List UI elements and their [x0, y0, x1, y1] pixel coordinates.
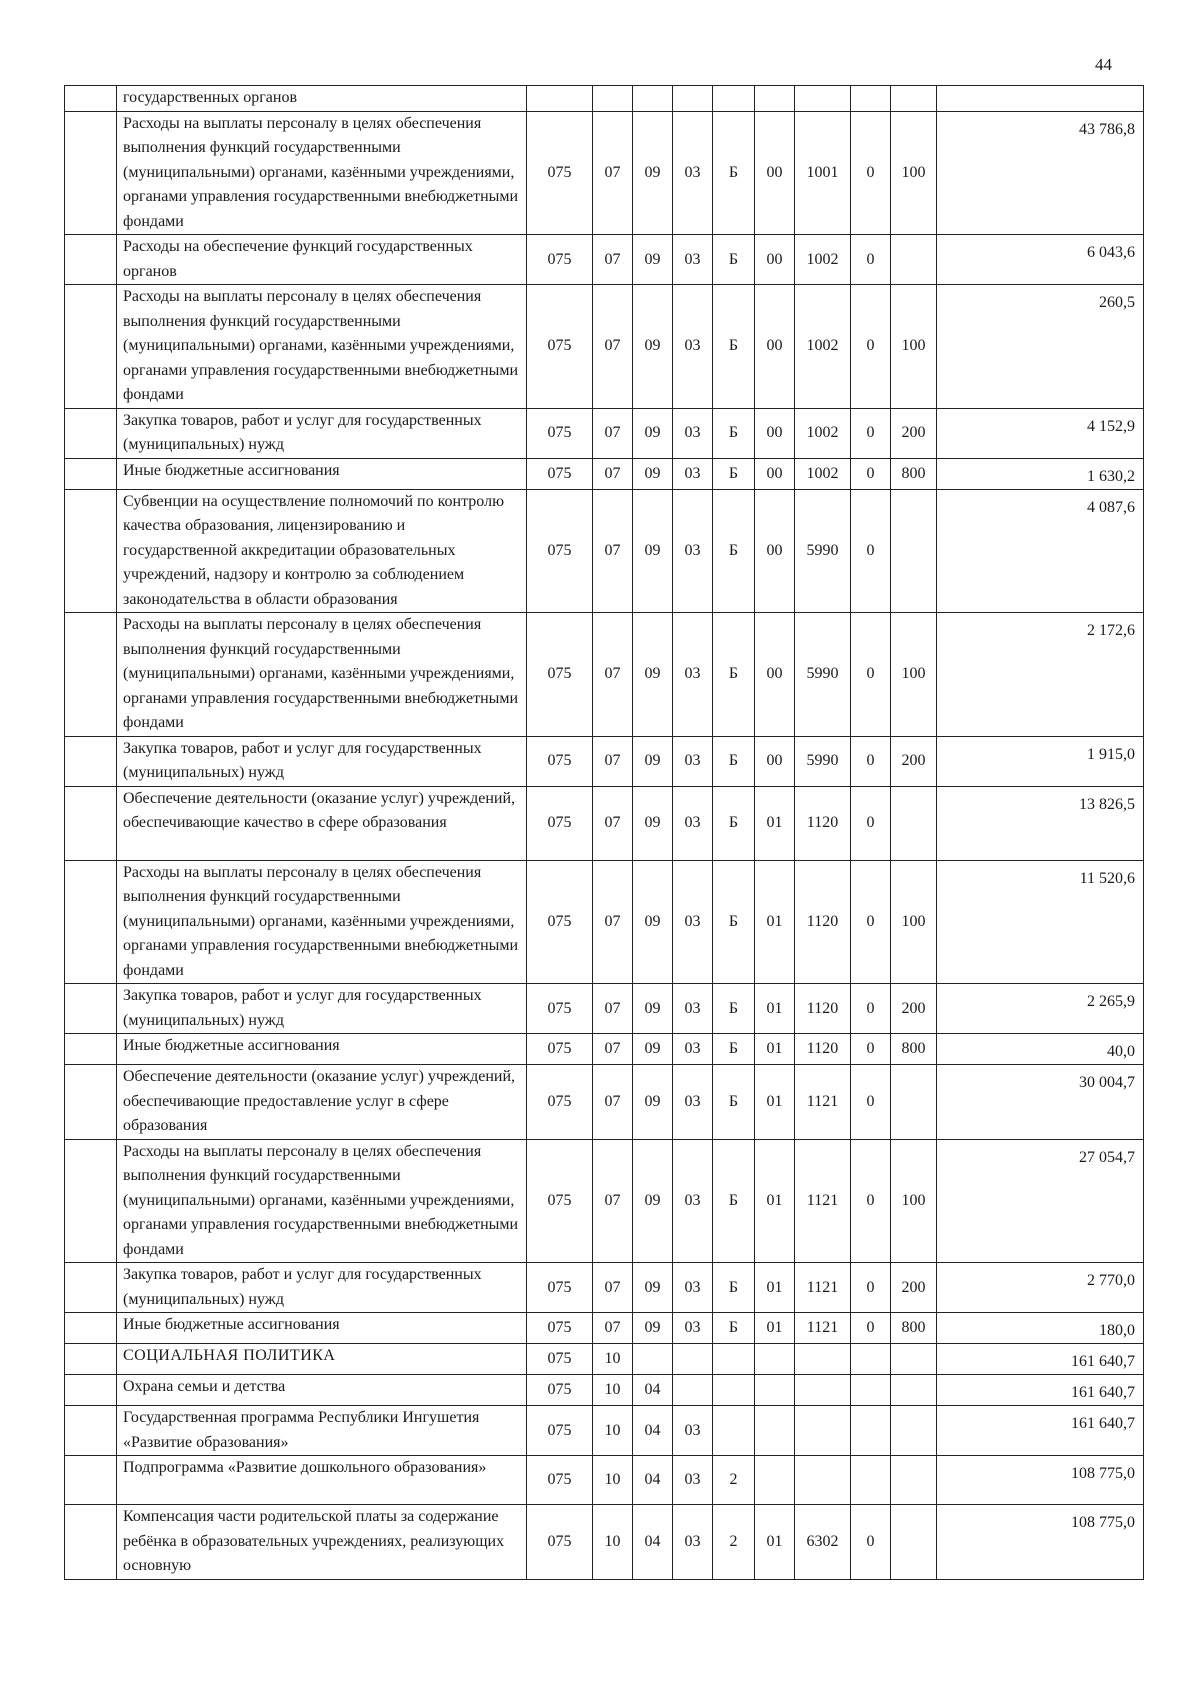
code-program-cell: 03	[673, 1139, 713, 1263]
amount-cell: 180,0	[937, 1313, 1144, 1344]
row-description: Иные бюджетные ассигнования	[117, 1313, 527, 1344]
amount-cell: 11 520,6	[937, 860, 1144, 984]
code-expense-type-cell	[891, 1375, 937, 1406]
code-direction-cell: 1121	[795, 1263, 851, 1313]
code-extra-cell: 0	[851, 786, 891, 860]
code-extra-cell	[851, 86, 891, 112]
code-admin-cell: 075	[527, 984, 593, 1034]
code-subprogram-cell: 2	[713, 1456, 755, 1505]
code-event-cell: 01	[755, 984, 795, 1034]
amount-cell: 4 152,9	[937, 408, 1144, 458]
code-admin-cell: 075	[527, 1375, 593, 1406]
code-subsection-cell: 09	[633, 613, 673, 737]
code-event-cell: 00	[755, 408, 795, 458]
table-row	[65, 1375, 1144, 1406]
table-row	[65, 86, 1144, 112]
amount-cell: 1 915,0	[937, 736, 1144, 786]
code-event-cell: 01	[755, 1505, 795, 1580]
table-body	[65, 86, 1144, 1580]
code-extra-cell: 0	[851, 235, 891, 285]
code-admin-cell: 075	[527, 736, 593, 786]
code-event-cell	[755, 1456, 795, 1505]
row-number-cell	[65, 1344, 117, 1375]
row-description: Иные бюджетные ассигнования	[117, 1034, 527, 1065]
row-number-cell	[65, 1375, 117, 1406]
code-section-cell: 07	[593, 984, 633, 1034]
code-event-cell: 01	[755, 860, 795, 984]
row-description: Расходы на обеспечение функций государственных органов	[117, 235, 527, 285]
code-program-cell: 03	[673, 1505, 713, 1580]
code-direction-cell: 1121	[795, 1139, 851, 1263]
code-admin-cell: 075	[527, 1313, 593, 1344]
code-section-cell: 07	[593, 285, 633, 409]
code-admin-cell: 075	[527, 1263, 593, 1313]
amount-cell: 2 172,6	[937, 613, 1144, 737]
row-description: государственных органов	[117, 86, 527, 112]
code-event-cell: 01	[755, 1139, 795, 1263]
code-program-cell: 03	[673, 1456, 713, 1505]
code-admin-cell: 075	[527, 1406, 593, 1456]
code-subsection-cell: 04	[633, 1406, 673, 1456]
row-description: Расходы на выплаты персоналу в целях обеспечения выполнения функций государственными (муниципальными) органами, казёнными учреждениями, органами управления государственными внебюджетными фондами	[117, 1139, 527, 1263]
table-row	[65, 1139, 1144, 1263]
amount-cell: 260,5	[937, 285, 1144, 409]
code-section-cell: 07	[593, 786, 633, 860]
row-number-cell	[65, 613, 117, 737]
code-expense-type-cell: 200	[891, 736, 937, 786]
code-extra-cell: 0	[851, 285, 891, 409]
table-row	[65, 458, 1144, 489]
row-number-cell	[65, 1505, 117, 1580]
code-expense-type-cell: 800	[891, 1313, 937, 1344]
row-number-cell	[65, 111, 117, 235]
code-subprogram-cell: Б	[713, 1139, 755, 1263]
code-event-cell: 01	[755, 1263, 795, 1313]
row-number-cell	[65, 285, 117, 409]
row-number-cell	[65, 235, 117, 285]
code-program-cell: 03	[673, 736, 713, 786]
code-expense-type-cell	[891, 489, 937, 613]
code-expense-type-cell: 200	[891, 984, 937, 1034]
row-number-cell	[65, 860, 117, 984]
row-number-cell	[65, 984, 117, 1034]
code-section-cell: 07	[593, 1139, 633, 1263]
row-number-cell	[65, 786, 117, 860]
code-direction-cell: 5990	[795, 736, 851, 786]
code-section-cell: 07	[593, 1313, 633, 1344]
code-subprogram-cell: Б	[713, 736, 755, 786]
code-section-cell: 10	[593, 1505, 633, 1580]
code-extra-cell	[851, 1456, 891, 1505]
code-section-cell: 10	[593, 1456, 633, 1505]
table-row	[65, 235, 1144, 285]
row-description: Расходы на выплаты персоналу в целях обеспечения выполнения функций государственными (муниципальными) органами, казёнными учреждениями, органами управления государственными внебюджетными фондами	[117, 111, 527, 235]
code-section-cell: 07	[593, 736, 633, 786]
code-subsection-cell: 09	[633, 111, 673, 235]
table-row	[65, 1065, 1144, 1140]
code-section-cell: 07	[593, 613, 633, 737]
table-row	[65, 285, 1144, 409]
code-subprogram-cell: Б	[713, 408, 755, 458]
table-row	[65, 1406, 1144, 1456]
row-number-cell	[65, 458, 117, 489]
code-subprogram-cell: Б	[713, 1034, 755, 1065]
code-expense-type-cell	[891, 235, 937, 285]
code-expense-type-cell: 100	[891, 860, 937, 984]
amount-cell: 161 640,7	[937, 1344, 1144, 1375]
amount-cell: 40,0	[937, 1034, 1144, 1065]
row-description: Иные бюджетные ассигнования	[117, 458, 527, 489]
code-admin-cell: 075	[527, 1505, 593, 1580]
code-admin-cell: 075	[527, 458, 593, 489]
code-subsection-cell: 09	[633, 1263, 673, 1313]
code-program-cell	[673, 1344, 713, 1375]
code-expense-type-cell: 100	[891, 613, 937, 737]
code-extra-cell: 0	[851, 860, 891, 984]
code-expense-type-cell	[891, 1505, 937, 1580]
table-row	[65, 489, 1144, 613]
table-row	[65, 786, 1144, 860]
code-subprogram-cell: Б	[713, 786, 755, 860]
code-program-cell: 03	[673, 458, 713, 489]
code-event-cell	[755, 1375, 795, 1406]
code-subprogram-cell	[713, 1375, 755, 1406]
amount-cell: 2 770,0	[937, 1263, 1144, 1313]
code-direction-cell: 1002	[795, 235, 851, 285]
code-event-cell: 00	[755, 613, 795, 737]
code-expense-type-cell: 100	[891, 111, 937, 235]
row-description: Расходы на выплаты персоналу в целях обеспечения выполнения функций государственными (муниципальными) органами, казёнными учреждениями, органами управления государственными внебюджетными фондами	[117, 860, 527, 984]
code-subsection-cell: 09	[633, 1034, 673, 1065]
code-expense-type-cell: 100	[891, 285, 937, 409]
code-event-cell: 01	[755, 1034, 795, 1065]
code-subsection-cell: 09	[633, 235, 673, 285]
code-subsection-cell: 04	[633, 1505, 673, 1580]
code-expense-type-cell: 200	[891, 1263, 937, 1313]
code-direction-cell: 1121	[795, 1065, 851, 1140]
code-subsection-cell	[633, 86, 673, 112]
code-extra-cell	[851, 1406, 891, 1456]
code-section-cell: 07	[593, 1065, 633, 1140]
code-event-cell: 01	[755, 786, 795, 860]
code-section-cell: 07	[593, 111, 633, 235]
code-program-cell: 03	[673, 613, 713, 737]
code-section-cell: 07	[593, 235, 633, 285]
code-program-cell	[673, 1375, 713, 1406]
code-direction-cell	[795, 86, 851, 112]
code-direction-cell	[795, 1456, 851, 1505]
amount-cell: 27 054,7	[937, 1139, 1144, 1263]
code-extra-cell: 0	[851, 1313, 891, 1344]
code-subprogram-cell	[713, 1344, 755, 1375]
row-number-cell	[65, 1034, 117, 1065]
code-admin-cell: 075	[527, 860, 593, 984]
code-direction-cell: 1001	[795, 111, 851, 235]
amount-cell: 43 786,8	[937, 111, 1144, 235]
budget-table	[64, 85, 1144, 1580]
code-subsection-cell: 04	[633, 1456, 673, 1505]
code-program-cell: 03	[673, 285, 713, 409]
page-number: 44	[1095, 55, 1112, 74]
code-program-cell: 03	[673, 1406, 713, 1456]
amount-cell: 30 004,7	[937, 1065, 1144, 1140]
code-subprogram-cell: Б	[713, 285, 755, 409]
table-row	[65, 984, 1144, 1034]
code-subprogram-cell: Б	[713, 613, 755, 737]
row-description: Обеспечение деятельности (оказание услуг) учреждений, обеспечивающие качество в сфере образования	[117, 786, 527, 860]
row-number-cell	[65, 408, 117, 458]
code-subsection-cell	[633, 1344, 673, 1375]
code-direction-cell	[795, 1344, 851, 1375]
table-row	[65, 736, 1144, 786]
row-description: Закупка товаров, работ и услуг для государственных (муниципальных) нужд	[117, 1263, 527, 1313]
code-expense-type-cell: 100	[891, 1139, 937, 1263]
code-extra-cell	[851, 1375, 891, 1406]
row-number-cell	[65, 1065, 117, 1140]
amount-cell: 161 640,7	[937, 1375, 1144, 1406]
code-program-cell: 03	[673, 489, 713, 613]
code-subprogram-cell: Б	[713, 111, 755, 235]
code-event-cell: 00	[755, 285, 795, 409]
code-extra-cell: 0	[851, 1263, 891, 1313]
amount-cell: 4 087,6	[937, 489, 1144, 613]
row-number-cell	[65, 1313, 117, 1344]
code-direction-cell: 5990	[795, 613, 851, 737]
code-section-cell: 07	[593, 408, 633, 458]
code-expense-type-cell	[891, 1456, 937, 1505]
code-section-cell	[593, 86, 633, 112]
code-direction-cell: 1120	[795, 860, 851, 984]
code-extra-cell: 0	[851, 111, 891, 235]
code-extra-cell: 0	[851, 613, 891, 737]
table-row	[65, 408, 1144, 458]
code-program-cell: 03	[673, 1263, 713, 1313]
code-subsection-cell: 09	[633, 1065, 673, 1140]
code-subsection-cell: 09	[633, 1139, 673, 1263]
code-section-cell: 07	[593, 489, 633, 613]
code-expense-type-cell	[891, 1344, 937, 1375]
code-section-cell: 10	[593, 1406, 633, 1456]
row-description: Расходы на выплаты персоналу в целях обеспечения выполнения функций государственными (муниципальными) органами, казёнными учреждениями, органами управления государственными внебюджетными фондами	[117, 613, 527, 737]
amount-cell: 108 775,0	[937, 1456, 1144, 1505]
code-subprogram-cell: Б	[713, 860, 755, 984]
code-program-cell: 03	[673, 111, 713, 235]
code-program-cell: 03	[673, 408, 713, 458]
code-program-cell: 03	[673, 1065, 713, 1140]
code-admin-cell: 075	[527, 613, 593, 737]
code-subsection-cell: 09	[633, 786, 673, 860]
code-event-cell	[755, 86, 795, 112]
code-event-cell: 00	[755, 458, 795, 489]
code-direction-cell	[795, 1406, 851, 1456]
code-extra-cell: 0	[851, 1139, 891, 1263]
code-admin-cell: 075	[527, 1065, 593, 1140]
code-subsection-cell: 09	[633, 489, 673, 613]
code-direction-cell: 1120	[795, 984, 851, 1034]
code-extra-cell	[851, 1344, 891, 1375]
code-subprogram-cell: Б	[713, 1263, 755, 1313]
code-subprogram-cell: Б	[713, 458, 755, 489]
code-admin-cell: 075	[527, 1456, 593, 1505]
code-program-cell: 03	[673, 235, 713, 285]
code-program-cell: 03	[673, 1313, 713, 1344]
code-event-cell: 00	[755, 489, 795, 613]
code-expense-type-cell	[891, 786, 937, 860]
code-expense-type-cell: 800	[891, 458, 937, 489]
code-section-cell: 10	[593, 1375, 633, 1406]
code-admin-cell: 075	[527, 1139, 593, 1263]
amount-cell: 13 826,5	[937, 786, 1144, 860]
code-subsection-cell: 09	[633, 736, 673, 786]
code-subprogram-cell	[713, 1406, 755, 1456]
code-admin-cell: 075	[527, 786, 593, 860]
table-row	[65, 1034, 1144, 1065]
code-event-cell: 01	[755, 1313, 795, 1344]
code-program-cell: 03	[673, 1034, 713, 1065]
code-admin-cell: 075	[527, 489, 593, 613]
table-row	[65, 1456, 1144, 1505]
code-subprogram-cell: Б	[713, 1313, 755, 1344]
code-extra-cell: 0	[851, 408, 891, 458]
code-extra-cell: 0	[851, 489, 891, 613]
code-subsection-cell: 09	[633, 1313, 673, 1344]
code-direction-cell: 5990	[795, 489, 851, 613]
code-direction-cell: 1120	[795, 786, 851, 860]
row-number-cell	[65, 1263, 117, 1313]
code-program-cell: 03	[673, 860, 713, 984]
row-description: Государственная программа Республики Ингушетия «Развитие образования»	[117, 1406, 527, 1456]
code-event-cell: 01	[755, 1065, 795, 1140]
code-admin-cell: 075	[527, 235, 593, 285]
code-program-cell: 03	[673, 984, 713, 1034]
code-event-cell: 00	[755, 111, 795, 235]
table-row	[65, 111, 1144, 235]
code-subprogram-cell: Б	[713, 984, 755, 1034]
code-expense-type-cell	[891, 1406, 937, 1456]
row-description: Закупка товаров, работ и услуг для государственных (муниципальных) нужд	[117, 736, 527, 786]
code-event-cell: 00	[755, 736, 795, 786]
code-event-cell	[755, 1344, 795, 1375]
code-expense-type-cell	[891, 1065, 937, 1140]
code-event-cell: 00	[755, 235, 795, 285]
code-extra-cell: 0	[851, 1065, 891, 1140]
amount-cell	[937, 86, 1144, 112]
code-extra-cell: 0	[851, 1505, 891, 1580]
row-description: Субвенции на осуществление полномочий по контролю качества образования, лицензированию и государственной аккредитации образовательных учреждений, надзору и контролю за соблюдением законодательства в области образования	[117, 489, 527, 613]
row-description: Подпрограмма «Развитие дошкольного образования»	[117, 1456, 527, 1505]
code-subprogram-cell: 2	[713, 1505, 755, 1580]
budget-table-container	[64, 85, 1144, 1580]
table-row	[65, 860, 1144, 984]
row-number-cell	[65, 1456, 117, 1505]
code-direction-cell: 6302	[795, 1505, 851, 1580]
code-subsection-cell: 09	[633, 860, 673, 984]
row-description: Обеспечение деятельности (оказание услуг) учреждений, обеспечивающие предоставление услуг в сфере образования	[117, 1065, 527, 1140]
code-subsection-cell: 04	[633, 1375, 673, 1406]
row-description: Охрана семьи и детства	[117, 1375, 527, 1406]
code-extra-cell: 0	[851, 458, 891, 489]
table-row	[65, 1263, 1144, 1313]
row-number-cell	[65, 1406, 117, 1456]
amount-cell: 6 043,6	[937, 235, 1144, 285]
code-admin-cell: 075	[527, 1344, 593, 1375]
row-number-cell	[65, 1139, 117, 1263]
amount-cell: 108 775,0	[937, 1505, 1144, 1580]
amount-cell: 161 640,7	[937, 1406, 1144, 1456]
code-section-cell: 07	[593, 1034, 633, 1065]
code-subsection-cell: 09	[633, 285, 673, 409]
code-subsection-cell: 09	[633, 984, 673, 1034]
code-section-cell: 07	[593, 1263, 633, 1313]
code-subsection-cell: 09	[633, 408, 673, 458]
code-admin-cell: 075	[527, 285, 593, 409]
row-description: Закупка товаров, работ и услуг для государственных (муниципальных) нужд	[117, 408, 527, 458]
code-event-cell	[755, 1406, 795, 1456]
code-section-cell: 07	[593, 860, 633, 984]
table-row	[65, 613, 1144, 737]
code-subprogram-cell: Б	[713, 489, 755, 613]
code-extra-cell: 0	[851, 984, 891, 1034]
code-subsection-cell: 09	[633, 458, 673, 489]
code-extra-cell: 0	[851, 736, 891, 786]
code-section-cell: 07	[593, 458, 633, 489]
code-subprogram-cell	[713, 86, 755, 112]
amount-cell: 2 265,9	[937, 984, 1144, 1034]
code-expense-type-cell	[891, 86, 937, 112]
code-subprogram-cell: Б	[713, 1065, 755, 1140]
code-direction-cell: 1002	[795, 285, 851, 409]
row-number-cell	[65, 489, 117, 613]
table-row	[65, 1344, 1144, 1375]
code-direction-cell: 1002	[795, 408, 851, 458]
code-extra-cell: 0	[851, 1034, 891, 1065]
code-admin-cell: 075	[527, 1034, 593, 1065]
code-section-cell: 10	[593, 1344, 633, 1375]
code-program-cell: 03	[673, 786, 713, 860]
row-number-cell	[65, 736, 117, 786]
table-row	[65, 1505, 1144, 1580]
code-program-cell	[673, 86, 713, 112]
code-admin-cell: 075	[527, 408, 593, 458]
code-admin-cell: 075	[527, 111, 593, 235]
code-expense-type-cell: 800	[891, 1034, 937, 1065]
code-admin-cell	[527, 86, 593, 112]
row-description: Расходы на выплаты персоналу в целях обеспечения выполнения функций государственными (муниципальными) органами, казёнными учреждениями, органами управления государственными внебюджетными фондами	[117, 285, 527, 409]
row-description: Закупка товаров, работ и услуг для государственных (муниципальных) нужд	[117, 984, 527, 1034]
code-direction-cell	[795, 1375, 851, 1406]
code-direction-cell: 1121	[795, 1313, 851, 1344]
table-row	[65, 1313, 1144, 1344]
code-expense-type-cell: 200	[891, 408, 937, 458]
row-number-cell	[65, 86, 117, 112]
code-subprogram-cell: Б	[713, 235, 755, 285]
code-direction-cell: 1120	[795, 1034, 851, 1065]
row-description: СОЦИАЛЬНАЯ ПОЛИТИКА	[117, 1344, 527, 1375]
code-direction-cell: 1002	[795, 458, 851, 489]
amount-cell: 1 630,2	[937, 458, 1144, 489]
row-description: Компенсация части родительской платы за содержание ребёнка в образовательных учреждениях, реализующих основную	[117, 1505, 527, 1580]
